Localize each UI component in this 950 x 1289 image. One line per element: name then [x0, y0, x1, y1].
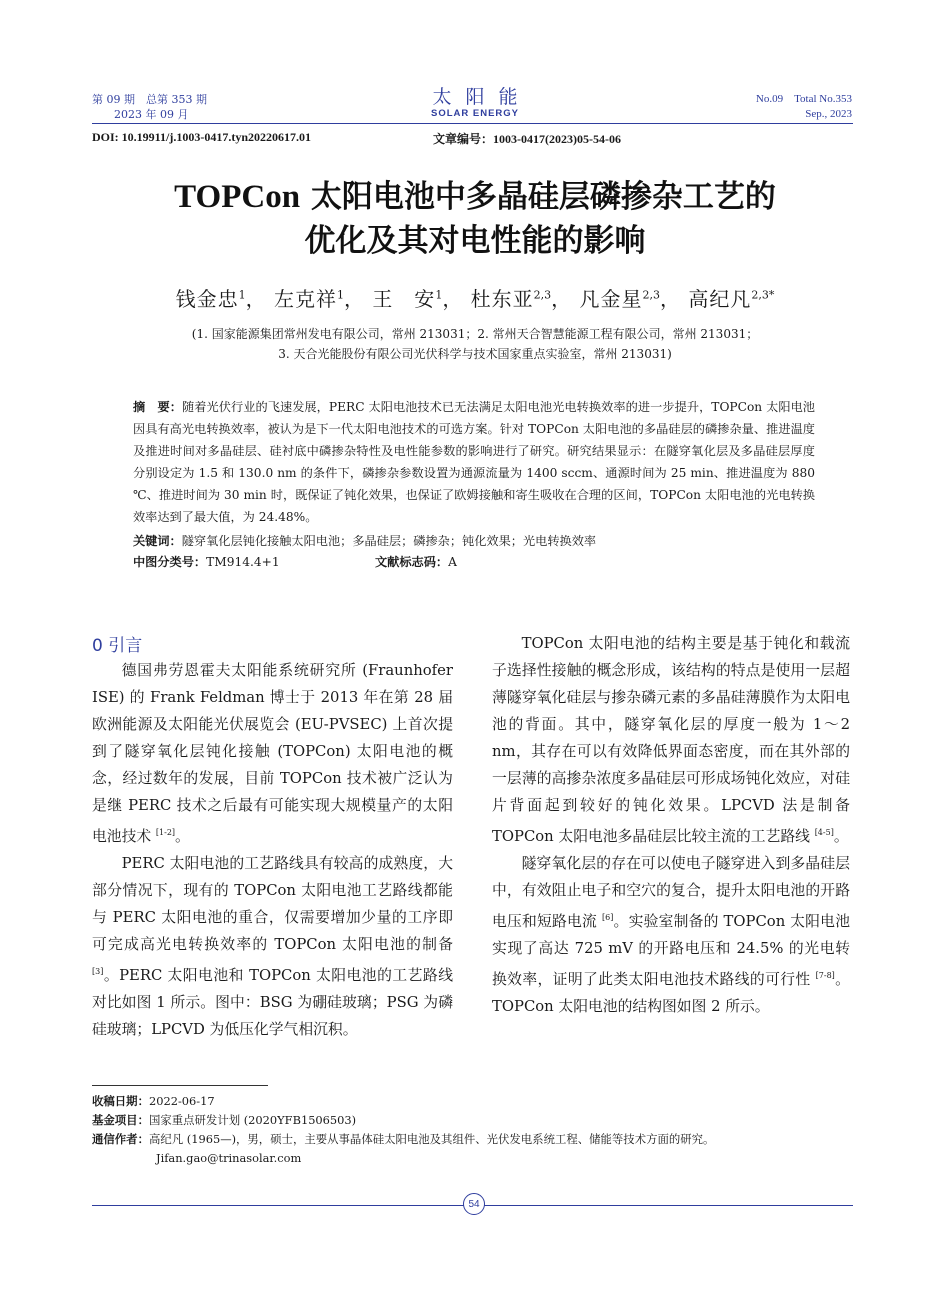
doi[interactable]: DOI: 10.19911/j.1003-0417.tyn20220617.01 — [92, 130, 311, 144]
paragraph — [492, 850, 850, 1020]
article-number: 文章编号：1003-0417(2023)05-54-06 — [433, 132, 621, 146]
paragraph-text: 。 — [175, 827, 190, 845]
author-aff: 2,3* — [751, 288, 775, 302]
journal-name-en: SOLAR ENERGY — [430, 108, 519, 119]
paragraph-text: 。TOPCon 太阳电池的结构图如图 2 所示。 — [492, 970, 850, 1015]
received-label: 收稿日期： — [92, 1094, 149, 1108]
keywords-text: 隧穿氧化层钝化接触太阳电池；多晶硅层；磷掺杂；钝化效果；光电转换效率 — [181, 534, 597, 548]
corresponding-author-info: 高纪凡 (1965—)，男，硕士，主要从事晶体硅太阳电池及其组件、光伏发电系统工程、储能等技术方面的研究。 — [148, 1132, 715, 1146]
page-number: 54 — [463, 1193, 485, 1215]
paragraph-text: PERC 太阳电池的工艺路线具有较高的成熟度，大部分情况下，现有的 TOPCon 太阳电池工艺路线都能与 PERC 太阳电池的重合，仅需要增加少量的工序即可完成高光电转换效率的 TOPCon 太阳电池的制备 — [92, 854, 453, 953]
fund-text: 国家重点研发计划 (2020YFB1506503) — [148, 1113, 357, 1127]
author-name: 高纪凡 — [688, 287, 752, 311]
citation[interactable]: [3] — [92, 966, 104, 976]
title-line1-en: TOPCon — [174, 179, 301, 215]
received-date: 2022-06-17 — [148, 1094, 215, 1108]
left-column — [92, 657, 453, 1043]
corresponding-author-label: 通信作者： — [92, 1132, 149, 1146]
author-name: 钱金忠 — [175, 287, 239, 311]
author-aff: 2,3 — [642, 288, 661, 302]
affiliation-line2: 3. 天合光能股份有限公司光伏科学与技术国家重点实验室，常州 213031) — [278, 347, 672, 361]
paragraph-text: 。PERC 太阳电池和 TOPCon 太阳电池的工艺路线对比如图 1 所示。图中：BSG 为硼硅玻璃；PSG 为磷硅玻璃；LPCVD 为低压化学气相沉积。 — [92, 966, 453, 1038]
doccode-label: 文献标志码： — [375, 555, 449, 569]
date-cn: 2023 年 09 月 — [114, 108, 189, 121]
footnote-rule — [92, 1085, 268, 1086]
clc-label: 中图分类号： — [133, 555, 207, 569]
right-column — [492, 630, 850, 1020]
date-en: Sep., 2023 — [805, 108, 852, 120]
author-aff: 1 — [238, 288, 246, 302]
author-name: 王 安 — [372, 287, 436, 311]
issue-en: No.09 Total No.353 — [755, 93, 852, 105]
keywords-label: 关键词： — [133, 534, 182, 548]
author-name: 左克祥 — [273, 287, 337, 311]
author-aff: 1 — [435, 288, 443, 302]
title-line2: 优化及其对电性能的影响 — [304, 223, 646, 259]
fund-label: 基金项目： — [92, 1113, 149, 1127]
header-issue-en — [756, 92, 852, 122]
author-aff: 1 — [336, 288, 344, 302]
issue-cn: 第 09 期 总第 353 期 — [92, 93, 207, 106]
citation[interactable]: [4-5] — [814, 828, 834, 837]
paragraph — [92, 850, 453, 1043]
paragraph-text: 。实验室制备的 TOPCon 太阳电池实现了高达 725 mV 的开路电压和 24.5% 的光电转换效率，证明了此类太阳电池技术路线的可行性 — [492, 912, 850, 988]
title-line1-cn: 太阳电池中多晶硅层磷掺杂工艺的 — [300, 179, 776, 215]
citation[interactable]: [6] — [602, 912, 614, 922]
abstract — [133, 396, 815, 528]
abstract-text: 随着光伏行业的飞速发展，PERC 太阳电池技术已无法满足太阳电池光电转换效率的进一步提升，TOPCon 太阳电池因具有高光电转换效率，被认为是下一代太阳电池技术的可选方案。针对 TOPCon 太阳电池的多晶硅层的磷掺杂量、推进温度及推进时间对多晶硅层、硅衬底中磷掺杂特性及电性能参数的影响进行了研究。研究结果显示：在隧穿氧化层及多晶硅层厚度分别设定为 1.5 和 130.0 nm 的条件下，磷掺杂参数设置为通源流量为 1400 sccm、通源时间为 25 min、推进温度为 880 ℃、推进时间为 30 min 时，既保证了钝化效果，也保证了欧姆接触和寄生吸收在合理的区间，TOPCon 太阳电池的光电转换效率达到了最大值，为 24.48%。 — [133, 400, 815, 524]
doccode-value: A — [448, 555, 457, 569]
citation[interactable]: [7-8] — [815, 970, 835, 980]
footnotes — [92, 1092, 852, 1168]
author-name: 凡金星 — [579, 287, 643, 311]
keywords — [133, 530, 596, 552]
author-email[interactable]: Jifan.gao@trinasolar.com — [156, 1151, 302, 1165]
document-code — [375, 553, 457, 570]
author-name: 杜东亚 — [470, 287, 534, 311]
clc-number — [133, 553, 280, 570]
journal-name-cn: 太阳能 — [432, 86, 532, 108]
paragraph — [92, 657, 453, 850]
affiliations — [0, 324, 950, 364]
header-rule — [92, 123, 853, 124]
abstract-label: 摘 要： — [133, 400, 182, 414]
author-aff: 2,3 — [533, 288, 552, 302]
affiliation-line1: (1. 国家能源集团常州发电有限公司，常州 213031；2. 常州天合智慧能源工程有限公司，常州 213031； — [191, 327, 759, 341]
paragraph-text: TOPCon 太阳电池的结构主要是基于钝化和载流子选择性接触的概念形成，该结构的特点是使用一层超薄隧穿氧化硅层与掺杂磷元素的多晶硅薄膜作为太阳电池的背面。其中，隧穿氧化层的厚度一般为 1～2 nm，其存在可以有效降低界面态密度，而在其外部的一层薄的高掺杂浓度多晶硅层可形成场钝化效应，对硅片背面起到较好的钝化效果。LPCVD 法是制备 TOPCon 太阳电池多晶硅层比较主流的工艺路线 — [492, 635, 850, 845]
paragraph-text: 。 — [833, 827, 849, 845]
clc-value: TM914.4+1 — [206, 555, 280, 569]
paragraph-text: 德国弗劳恩霍夫太阳能系统研究所 (Fraunhofer ISE) 的 Frank Feldman 博士于 2013 年在第 28 届欧洲能源及太阳能光伏展览会 (EU-PVSEC) 上首次提到了隧穿氧化层钝化接触 (TOPCon) 太阳电池的概念，经过数年的发展，目前 TOPCon 技术被广泛认为是继 PERC 技术之后最有可能实现大规模量产的太阳电池技术 — [92, 662, 453, 845]
paper-title — [0, 175, 950, 263]
author-list: 钱金忠$^1$， 左克祥$^1$， 王 安$^1$， 杜东亚$^{2,3}$， 凡金星$^{2,3}$， 高纪凡$^{2,3*}$ — [175, 287, 775, 311]
section-heading: 0 引言 — [92, 636, 143, 656]
paragraph-text: 隧穿氧化层的存在可以使电子隧穿进入到多晶硅层中，有效阻止电子和空穴的复合，提升太阳电池的开路电压和短路电流 — [492, 854, 850, 930]
citation[interactable]: [1-2] — [155, 828, 176, 837]
paragraph — [492, 630, 850, 850]
